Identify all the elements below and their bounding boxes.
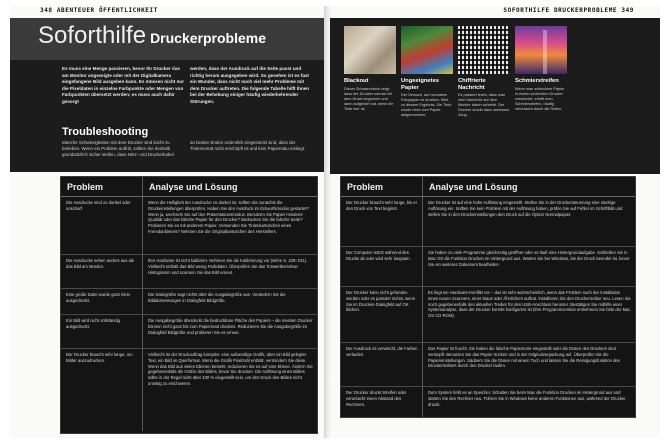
caption-text: Wenn man schlechtes Papier in einem schlechten Drucker verwendet, erhält man Schmierstreifen, häufig verursacht durch die Rollen. bbox=[515, 86, 565, 111]
problem-cell: Der Computer stürzt während des Drucks ab oder wird sehr langsam. bbox=[341, 247, 423, 286]
running-head-right: SOFORTHILFE DRUCKERPROBLEME 349 bbox=[503, 7, 634, 14]
solution-cell: Vielleicht ist der Druckauftrag komplex: eine aufwendige Grafik, über ein Bild gelegter Text, ein Bild im Querformat. Wenn die Grafik Pixelzahl enthält, vermindern Sie diese. Wenn das Bild aus vielen Ebenen besteht, reduzieren Sie es auf eine Ebene. Ändern Sie gegebenenfalls die Größe des Bildes, bevor Sie drucken. Die Auflösung eines Bildes sollte in der Regel nicht über 100 % eingestellt sein, um den Druck des Bildes nicht unnötig zu erschweren. bbox=[148, 352, 313, 386]
caption-text: Der Versuch, auf normalem Fotopapier zu drucken, führt zu diesem Ergebnis. Die Tinte wurde nicht vom Papier aufgenommen. bbox=[401, 93, 452, 118]
problem-cell: Der Drucker braucht sehr lange, um Bilder auszudrucken. bbox=[61, 349, 143, 431]
problem-cell: Eine große Datei wurde ganz klein ausgedruckt. bbox=[61, 289, 143, 314]
table-row bbox=[341, 247, 635, 287]
solution-cell: Die Dateigröße sagt nichts über die Ausgabegröße aus. Verändern Sie die Bildabmessungen in Dialogfeld Bildgröße. bbox=[148, 292, 286, 303]
photo-caption bbox=[458, 78, 510, 118]
solution-cell: Das Papier ist feucht. Sie haben die falsche Papiersorte eingestellt oder die Düsen des Druckers sind verstopft. Benutzen Sie das Papier trocken und in der Originalverpackung auf. Überprüfen Sie die Papiereinstellungen. Säubern Sie die Düsen mit einem Tuch und lassen Sie die Reinigungsfunktion des Druckertreibers durch den Drucker laufen. bbox=[428, 346, 620, 369]
encrypted-message-photo bbox=[458, 26, 510, 74]
table-row bbox=[61, 289, 317, 315]
table-row bbox=[341, 387, 635, 417]
header-problem: Problem bbox=[61, 177, 143, 196]
unsuitable-paper-photo bbox=[401, 26, 453, 74]
table-row bbox=[341, 287, 635, 343]
table-header bbox=[61, 177, 317, 197]
header-solution: Analyse und Lösung bbox=[149, 182, 238, 192]
problem-cell: Der Ausdruck ist verwischt, die Farben verlaufen. bbox=[341, 343, 423, 386]
problem-cell: Ein Bild wird nicht vollständig ausgedruckt. bbox=[61, 315, 143, 348]
solution-cell: Es liegt ein Hardware-Konflikt vor – das ist sehr wahrscheinlich, wenn das Problem nach der Installation eines neuen Scanners, einer Maus oder Ähnlichem auftrat. Installieren Sie den Druckertreiber neu. Lesen Sie noch gegebenenfalls den aktuellen Treiber für den USB-Anschluss herunter. Bestätigen Sie mithilfe einer Systemanalyse, dass der Drucker korrekt konfiguriert ist (Ihre Programmversion entnehmen Sie bitte der Mac OS CD-ROM). bbox=[428, 290, 631, 319]
table-row bbox=[61, 349, 317, 431]
troubleshooting-text-col1: Manche Schwierigkeiten mit dem Drucker sind leicht zu beheben. Wenn ein Problem auftritt, sollten Sie deshalb grundsätzlich sicher stellen, dass Netz- und Druckerkabel bbox=[62, 140, 174, 158]
problem-table-right bbox=[340, 176, 636, 418]
solution-cell: Die Ausgabegröße überdeckt die bedruckbare Fläche des Papiers – die meisten Drucker können nicht ganz bis zum Papierrand drucken. Reduzieren Sie die Ausgabegröße im Dialogfeld Bildgröße und probieren Sie es erneut. bbox=[148, 318, 313, 335]
problem-cell: Der Drucker kann nicht gefunden werden oder es passiert nichts, wenn Sie im Drucken-Dialogfeld auf OK klicken. bbox=[341, 287, 423, 342]
problem-cell: Der Drucker druckt Streifen oder verursacht einen Abstand des Rechners. bbox=[341, 387, 423, 417]
problem-cell: Die Ausdrucke sehen anders aus als das Bild am Monitor. bbox=[61, 255, 143, 288]
photo-section bbox=[330, 18, 660, 174]
page-title bbox=[38, 22, 266, 50]
table-row bbox=[61, 197, 317, 255]
table-row bbox=[341, 197, 635, 247]
caption-text: Es passiert leicht, dass man eine Nachricht auf dem Monitor falsch schreibt. Der Drucker druckt dann sinnloses Zeug. bbox=[458, 93, 510, 118]
problem-cell: Der Drucker braucht sehr lange, bis er den Druck von Text beginnt. bbox=[341, 197, 423, 246]
smear-streaks-photo bbox=[515, 26, 567, 74]
page-subtitle: Druckerprobleme bbox=[150, 30, 266, 46]
table-row bbox=[341, 343, 635, 387]
problem-cell: Die Ausdrucke sind zu dunkel oder unscharf. bbox=[61, 197, 143, 254]
caption-text: Dieser Schwarzdruck zeigt, dass der Drucker normal mit dem Druck begonnen und dann aufgehört hat, wenn die Tinte leer ist. bbox=[344, 86, 394, 111]
problem-table-left bbox=[60, 176, 318, 434]
photo-caption bbox=[401, 78, 453, 118]
left-page bbox=[10, 6, 326, 438]
solution-cell: Der Drucker ist auf eine hohe Auflösung eingestellt. Stellen Sie in der Druckersteuerung eine niedrige Auflösung ein. Sollten Sie kein Problem mit der Auflösung haben, prüfen Sie auf Fehler im Schriftbild und stellen Sie in den Druckeinstellungen den Druck auf die Option Normalpapier. bbox=[428, 200, 623, 217]
table-row bbox=[61, 255, 317, 289]
intro-text-col2: werden, dass der Ausdruck auf die Seite passt und richtig herum ausgegeben wird. So gesehen ist es fast ein Wunder, dass nicht noch viel mehr Probleme mit dem Drucker auftreten. Die folgende Tabelle hilft Ihnen bei der Behebung einiger häufig wiederkehrender Störungen. bbox=[190, 66, 310, 104]
intro-text-col1: Es muss eine Menge passieren, bevor Ihr Drucker das am Monitor angezeigte oder mit der Digitalkamera eingefangene Bild ausgeben kann. Es müssen nicht nur die Pixeldaten in einzelne Farbpunkte oder Mengen von Farbpunkten übersetzt werden; es muss auch dafür gesorgt bbox=[62, 66, 185, 104]
table-row bbox=[61, 315, 317, 349]
troubleshooting-text-col2: an beiden Enden ordentlich eingesteckt sind, dass der Tintenvorrat nicht erschöpft ist und kein Papierstau vorliegt. bbox=[190, 140, 306, 152]
header-problem: Problem bbox=[341, 177, 423, 196]
solution-cell: Sie haben zu viele Programme gleichzeitig geöffnet oder es läuft eine Hintergrundaufgabe. Schließen Sie in Mac OS die Funktion Drucken im Hintergrund aus. Warten Sie bei Windows, bis der Druck beendet ist, bevor Sie ein weiteres Dokument bearbeiten. bbox=[428, 250, 630, 267]
solution-cell: Dem System fehlt es an Speicher. Schalten Sie beim Mac die Funktion Drucken im Hintergrund aus und starten Sie den Rechner neu. Führen Sie in Windows keine anderen Funktionen aus, während der Drucker druckt. bbox=[428, 390, 626, 407]
blackout-photo bbox=[344, 26, 396, 74]
photo-caption bbox=[344, 78, 396, 112]
solution-cell: Wenn die Helligkeit der Ausdrucke zu dunkel ist, sollten Sie zunächst die Druckeinstellungen überprüfen. Haben Sie den Ausdruck im Entwurfsmodus gestartet? Wenn ja, wechseln Sie auf den Präsentationsmodus. Benutzen Sie Papier minderer Qualität oder das falsche Papier für den Drucker? Bedrucken Sie die falsche Seite? Probieren Sie es mit anderem Papier. Verwenden Sie Tintenkartuschen eines Fremdanbieters? Nehmen Sie die Originalkartuschen des Herstellers. bbox=[148, 200, 309, 234]
caption-title: Chiffrierte Nachricht bbox=[458, 78, 486, 91]
troubleshooting-heading: Troubleshooting bbox=[62, 126, 149, 138]
header-solution: Analyse und Lösung bbox=[429, 182, 518, 192]
solution-cell: Ihre Hardware ist nicht kalibriert. Nehmen Sie die Kalibrierung vor (siehe S. 228–231). Vielleicht enthält das Bild wenig Farbdaten. Überprüfen Sie das Tonwertkorrektur-Histogramm und scannen Sie das Bild erneut. bbox=[148, 258, 308, 275]
caption-title: Schmierstreifen bbox=[515, 78, 559, 84]
table-header bbox=[341, 177, 635, 197]
title-main-text: Soforthilfe bbox=[38, 22, 147, 49]
running-head-left: 348 ABENTEUER ÖFFENTLICHKEIT bbox=[40, 7, 158, 14]
caption-title: Ungeeignetes Papier bbox=[401, 78, 440, 91]
right-page bbox=[330, 6, 660, 438]
photo-caption bbox=[515, 78, 567, 112]
title-band bbox=[10, 18, 326, 60]
caption-title: Blackout bbox=[344, 78, 369, 84]
